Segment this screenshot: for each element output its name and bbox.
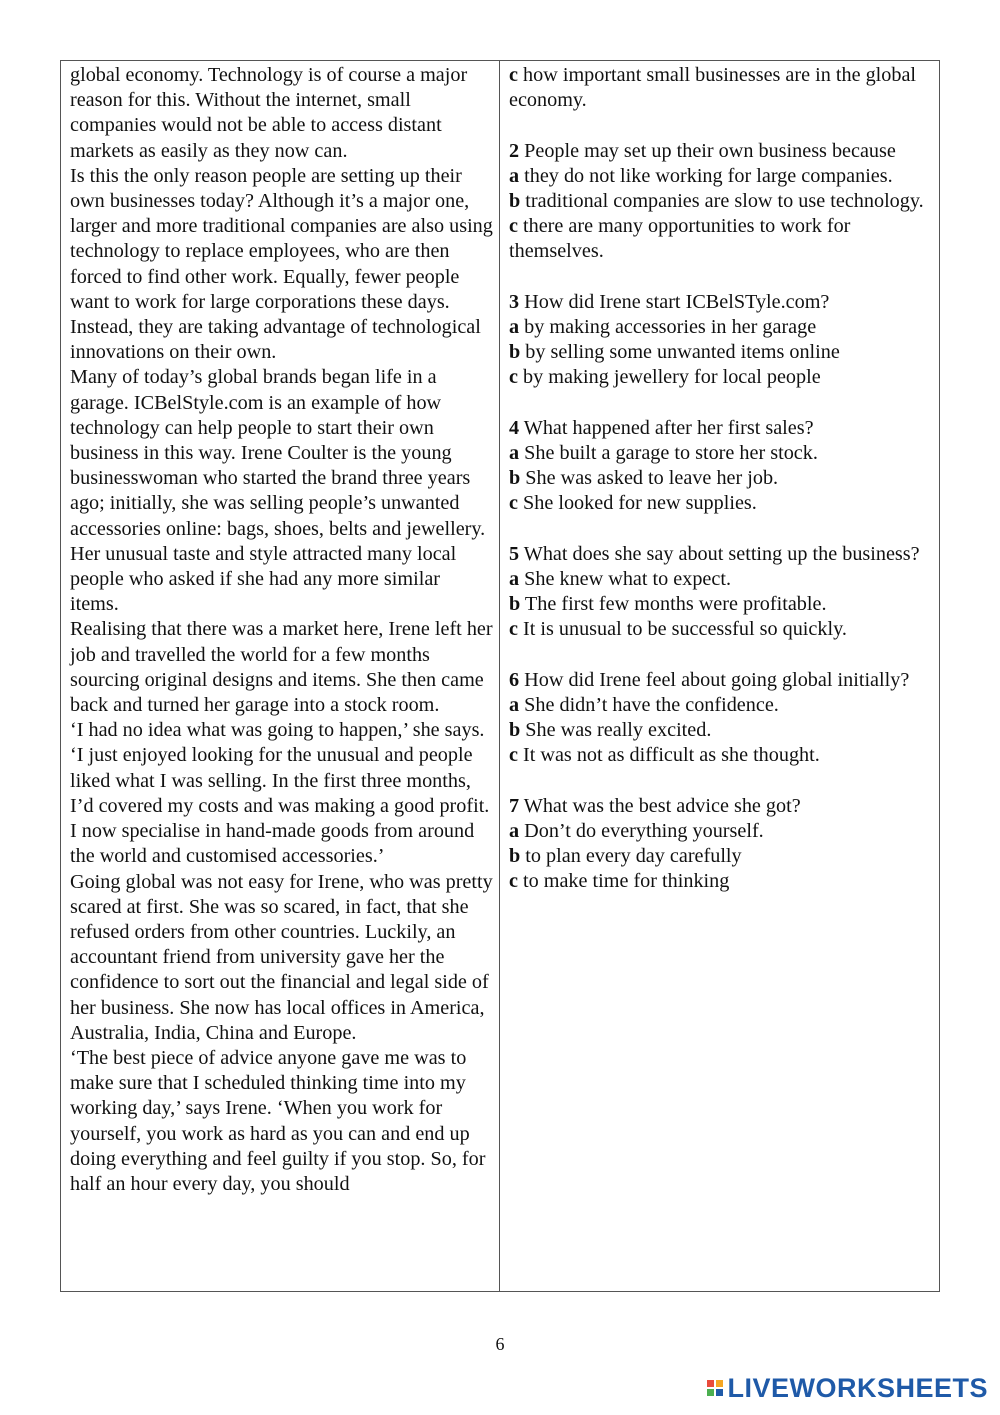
option-c: c It was not as difficult as she thought. — [509, 744, 820, 767]
logo-square — [716, 1380, 723, 1387]
reading-paragraph: Many of today’s global brands began life in a garage. ICBelStyle.com is an example of how technology can help people to start their own business in this way. Irene Coulter is the young businesswoman who started the brand three years ago; initially, she was selling people’s unwanted accessories online: bags, shoes, belts and jewellery. Her unusual taste and style attracted many local people who asked if she had any more similar items. — [70, 366, 486, 616]
option-c: c by making jewellery for local people — [509, 366, 821, 389]
option-b: b traditional companies are slow to use technology. — [509, 190, 924, 212]
option-c: c to make time for thinking — [509, 870, 730, 893]
logo-text: LIVEWORKSHEETS — [727, 1372, 988, 1403]
question-stem: 6 How did Irene feel about going global initially? — [509, 668, 910, 691]
question-6 — [509, 668, 933, 769]
option-c: c It is unusual to be successful so quickly. — [509, 618, 847, 641]
option-b: b The first few months were profitable. — [509, 593, 827, 616]
question-stem: 5 What does she say about setting up the business? — [509, 542, 920, 565]
option-c: c She looked for new supplies. — [509, 492, 757, 515]
question-5 — [509, 542, 933, 643]
option-a: a She knew what to expect. — [509, 568, 732, 590]
question-7 — [509, 794, 933, 895]
option-a: a She built a garage to store her stock. — [509, 442, 818, 464]
question-stem: 2 People may set up their own business because — [509, 139, 896, 162]
question-stem: 7 What was the best advice she got? — [509, 794, 801, 817]
logo-square — [716, 1389, 723, 1396]
option-a: a by making accessories in her garage — [509, 316, 817, 338]
option-a: a they do not like working for large companies. — [509, 164, 893, 187]
logo-grid-icon — [707, 1380, 723, 1396]
logo-square — [707, 1380, 714, 1387]
option-b: b She was really excited. — [509, 719, 712, 742]
questions-column — [500, 61, 939, 1291]
page-number: 6 — [495, 1334, 505, 1354]
question-3 — [509, 290, 933, 391]
option-b: b to plan every day carefully — [509, 845, 742, 868]
worksheet-table — [60, 60, 940, 1292]
liveworksheets-logo[interactable] — [707, 1373, 988, 1403]
reading-paragraph: ‘The best piece of advice anyone gave me was to make sure that I scheduled thinking time into my working day,’ says Irene. ‘When you work for yourself, you work as hard as you can and end up doing everything and feel guilty if you stop. So, for half an hour every day, you should — [70, 1046, 486, 1195]
reading-paragraph: ‘I had no idea what was going to happen,’ she says. ‘I just enjoyed looking for the unusual and people liked what I was selling. In the first three months, I’d covered my costs and was making a good profit. I now specialise in hand-made goods from around the world and customised accessories.’ — [70, 719, 490, 868]
reading-paragraph: global economy. Technology is of course a major reason for this. Without the internet, small companies would not be able to access distant markets as easily as they now can. — [70, 64, 468, 162]
reading-paragraph: Realising that there was a market here, Irene left her job and travelled the world for a few months sourcing original designs and items. She then came back and turned her garage into a stock room. — [70, 618, 493, 717]
reading-passage — [61, 61, 500, 1291]
logo-square — [707, 1389, 714, 1396]
question-2 — [509, 139, 933, 265]
option-c: c there are many opportunities to work for themselves. — [509, 215, 851, 263]
option-a: a She didn’t have the confidence. — [509, 694, 779, 716]
option-b: b She was asked to leave her job. — [509, 467, 779, 490]
option-a: a Don’t do everything yourself. — [509, 820, 764, 842]
option-b: b by selling some unwanted items online — [509, 341, 840, 364]
question-1 — [509, 63, 933, 113]
question-stem: 4 What happened after her first sales? — [509, 416, 814, 439]
question-4 — [509, 416, 933, 517]
reading-paragraph: Is this the only reason people are setting up their own businesses today? Although it’s a major one, larger and more traditional companies are also using technology to replace employees, who are then forced to find other work. Equally, fewer people want to work for large corporations these days. Instead, they are taking advantage of technological innovations on their own. — [70, 164, 493, 364]
reading-paragraph: Going global was not easy for Irene, who was pretty scared at first. She was so scared, in fact, that she refused orders from other countries. Luckily, an accountant friend from university gave her the confidence to sort out the financial and legal side of her business. She now has local offices in America, Australia, India, China and Europe. — [70, 870, 493, 1044]
question-stem: 3 How did Irene start ICBelSTyle.com? — [509, 290, 830, 313]
option-c: c how important small businesses are in the global economy. — [509, 64, 917, 112]
